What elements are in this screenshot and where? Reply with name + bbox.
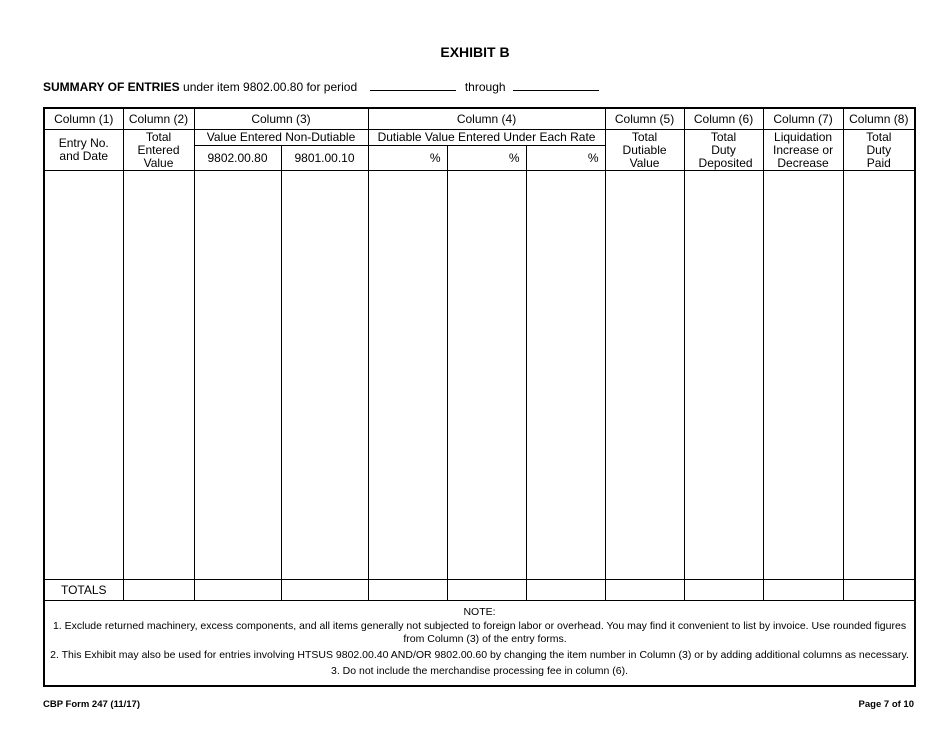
col4-header: Column (4)	[368, 108, 605, 130]
totals-cell[interactable]	[843, 580, 915, 601]
entry-cell[interactable]	[368, 171, 447, 580]
col6-sub: Total Duty Deposited	[684, 130, 763, 171]
col8-header: Column (8)	[843, 108, 915, 130]
col4-group: Dutiable Value Entered Under Each Rate	[368, 130, 605, 146]
col2-sub: Total Entered Value	[123, 130, 194, 171]
col8-sub: Total Duty Paid	[843, 130, 915, 171]
note-item: 1. Exclude returned machinery, excess components, and all items generally not subjected to foreign labor or overhead. You may find it convenient to list by invoice. Use rounded figures from Column (3) of the entry forms.	[52, 619, 907, 645]
entry-cell[interactable]	[123, 171, 194, 580]
note-item: 3. Do not include the merchandise processing fee in column (6).	[330, 664, 629, 677]
col5-header: Column (5)	[605, 108, 684, 130]
col5-sub: Total Dutiable Value	[605, 130, 684, 171]
entry-body-row	[44, 171, 915, 580]
period-start-field[interactable]	[370, 78, 456, 91]
col3-group: Value Entered Non-Dutiable	[194, 130, 368, 146]
col7-sub: Liquidation Increase or Decrease	[763, 130, 843, 171]
notes-heading: NOTE:	[463, 605, 496, 618]
col6-header: Column (6)	[684, 108, 763, 130]
totals-cell[interactable]	[605, 580, 684, 601]
totals-cell[interactable]	[526, 580, 605, 601]
summary-line	[43, 78, 599, 94]
totals-row	[44, 580, 915, 601]
summary-text: under item 9802.00.80 for period	[183, 80, 358, 94]
note-item: 2. This Exhibit may also be used for entries involving HTSUS 9802.00.40 AND/OR 9802.00.60 by changing the item number in Column (3) or by adding additional columns as necessary.	[50, 648, 909, 661]
col4-rate-1: %	[368, 146, 447, 171]
through-label: through	[464, 80, 506, 94]
entry-cell[interactable]	[281, 171, 368, 580]
totals-cell[interactable]	[123, 580, 194, 601]
entry-cell[interactable]	[194, 171, 281, 580]
notes-row	[44, 601, 915, 687]
entry-cell[interactable]	[684, 171, 763, 580]
totals-label: TOTALS	[44, 580, 123, 601]
col4-rate-2: %	[447, 146, 526, 171]
totals-cell[interactable]	[281, 580, 368, 601]
entries-table	[43, 107, 916, 687]
summary-label: SUMMARY OF ENTRIES	[43, 80, 180, 94]
entry-cell[interactable]	[763, 171, 843, 580]
page-number: Page 7 of 10	[858, 699, 914, 710]
totals-cell[interactable]	[368, 580, 447, 601]
col3-item-9802: 9802.00.80	[194, 146, 281, 171]
entry-cell[interactable]	[44, 171, 123, 580]
notes-cell	[44, 601, 915, 687]
col3-item-9801: 9801.00.10	[281, 146, 368, 171]
totals-cell[interactable]	[447, 580, 526, 601]
entry-cell[interactable]	[526, 171, 605, 580]
totals-cell[interactable]	[684, 580, 763, 601]
col1-header: Column (1)	[44, 108, 123, 130]
col2-header: Column (2)	[123, 108, 194, 130]
col1-sub: Entry No. and Date	[44, 130, 123, 171]
period-end-field[interactable]	[513, 78, 599, 91]
entry-cell[interactable]	[447, 171, 526, 580]
entry-cell[interactable]	[843, 171, 915, 580]
totals-cell[interactable]	[194, 580, 281, 601]
col4-rate-3: %	[526, 146, 605, 171]
totals-cell[interactable]	[763, 580, 843, 601]
col7-header: Column (7)	[763, 108, 843, 130]
column-header-row	[44, 108, 915, 130]
form-number: CBP Form 247 (11/17)	[43, 699, 140, 710]
col3-header: Column (3)	[194, 108, 368, 130]
entry-cell[interactable]	[605, 171, 684, 580]
subheader-row	[44, 130, 915, 146]
page-title: EXHIBIT B	[440, 44, 510, 60]
